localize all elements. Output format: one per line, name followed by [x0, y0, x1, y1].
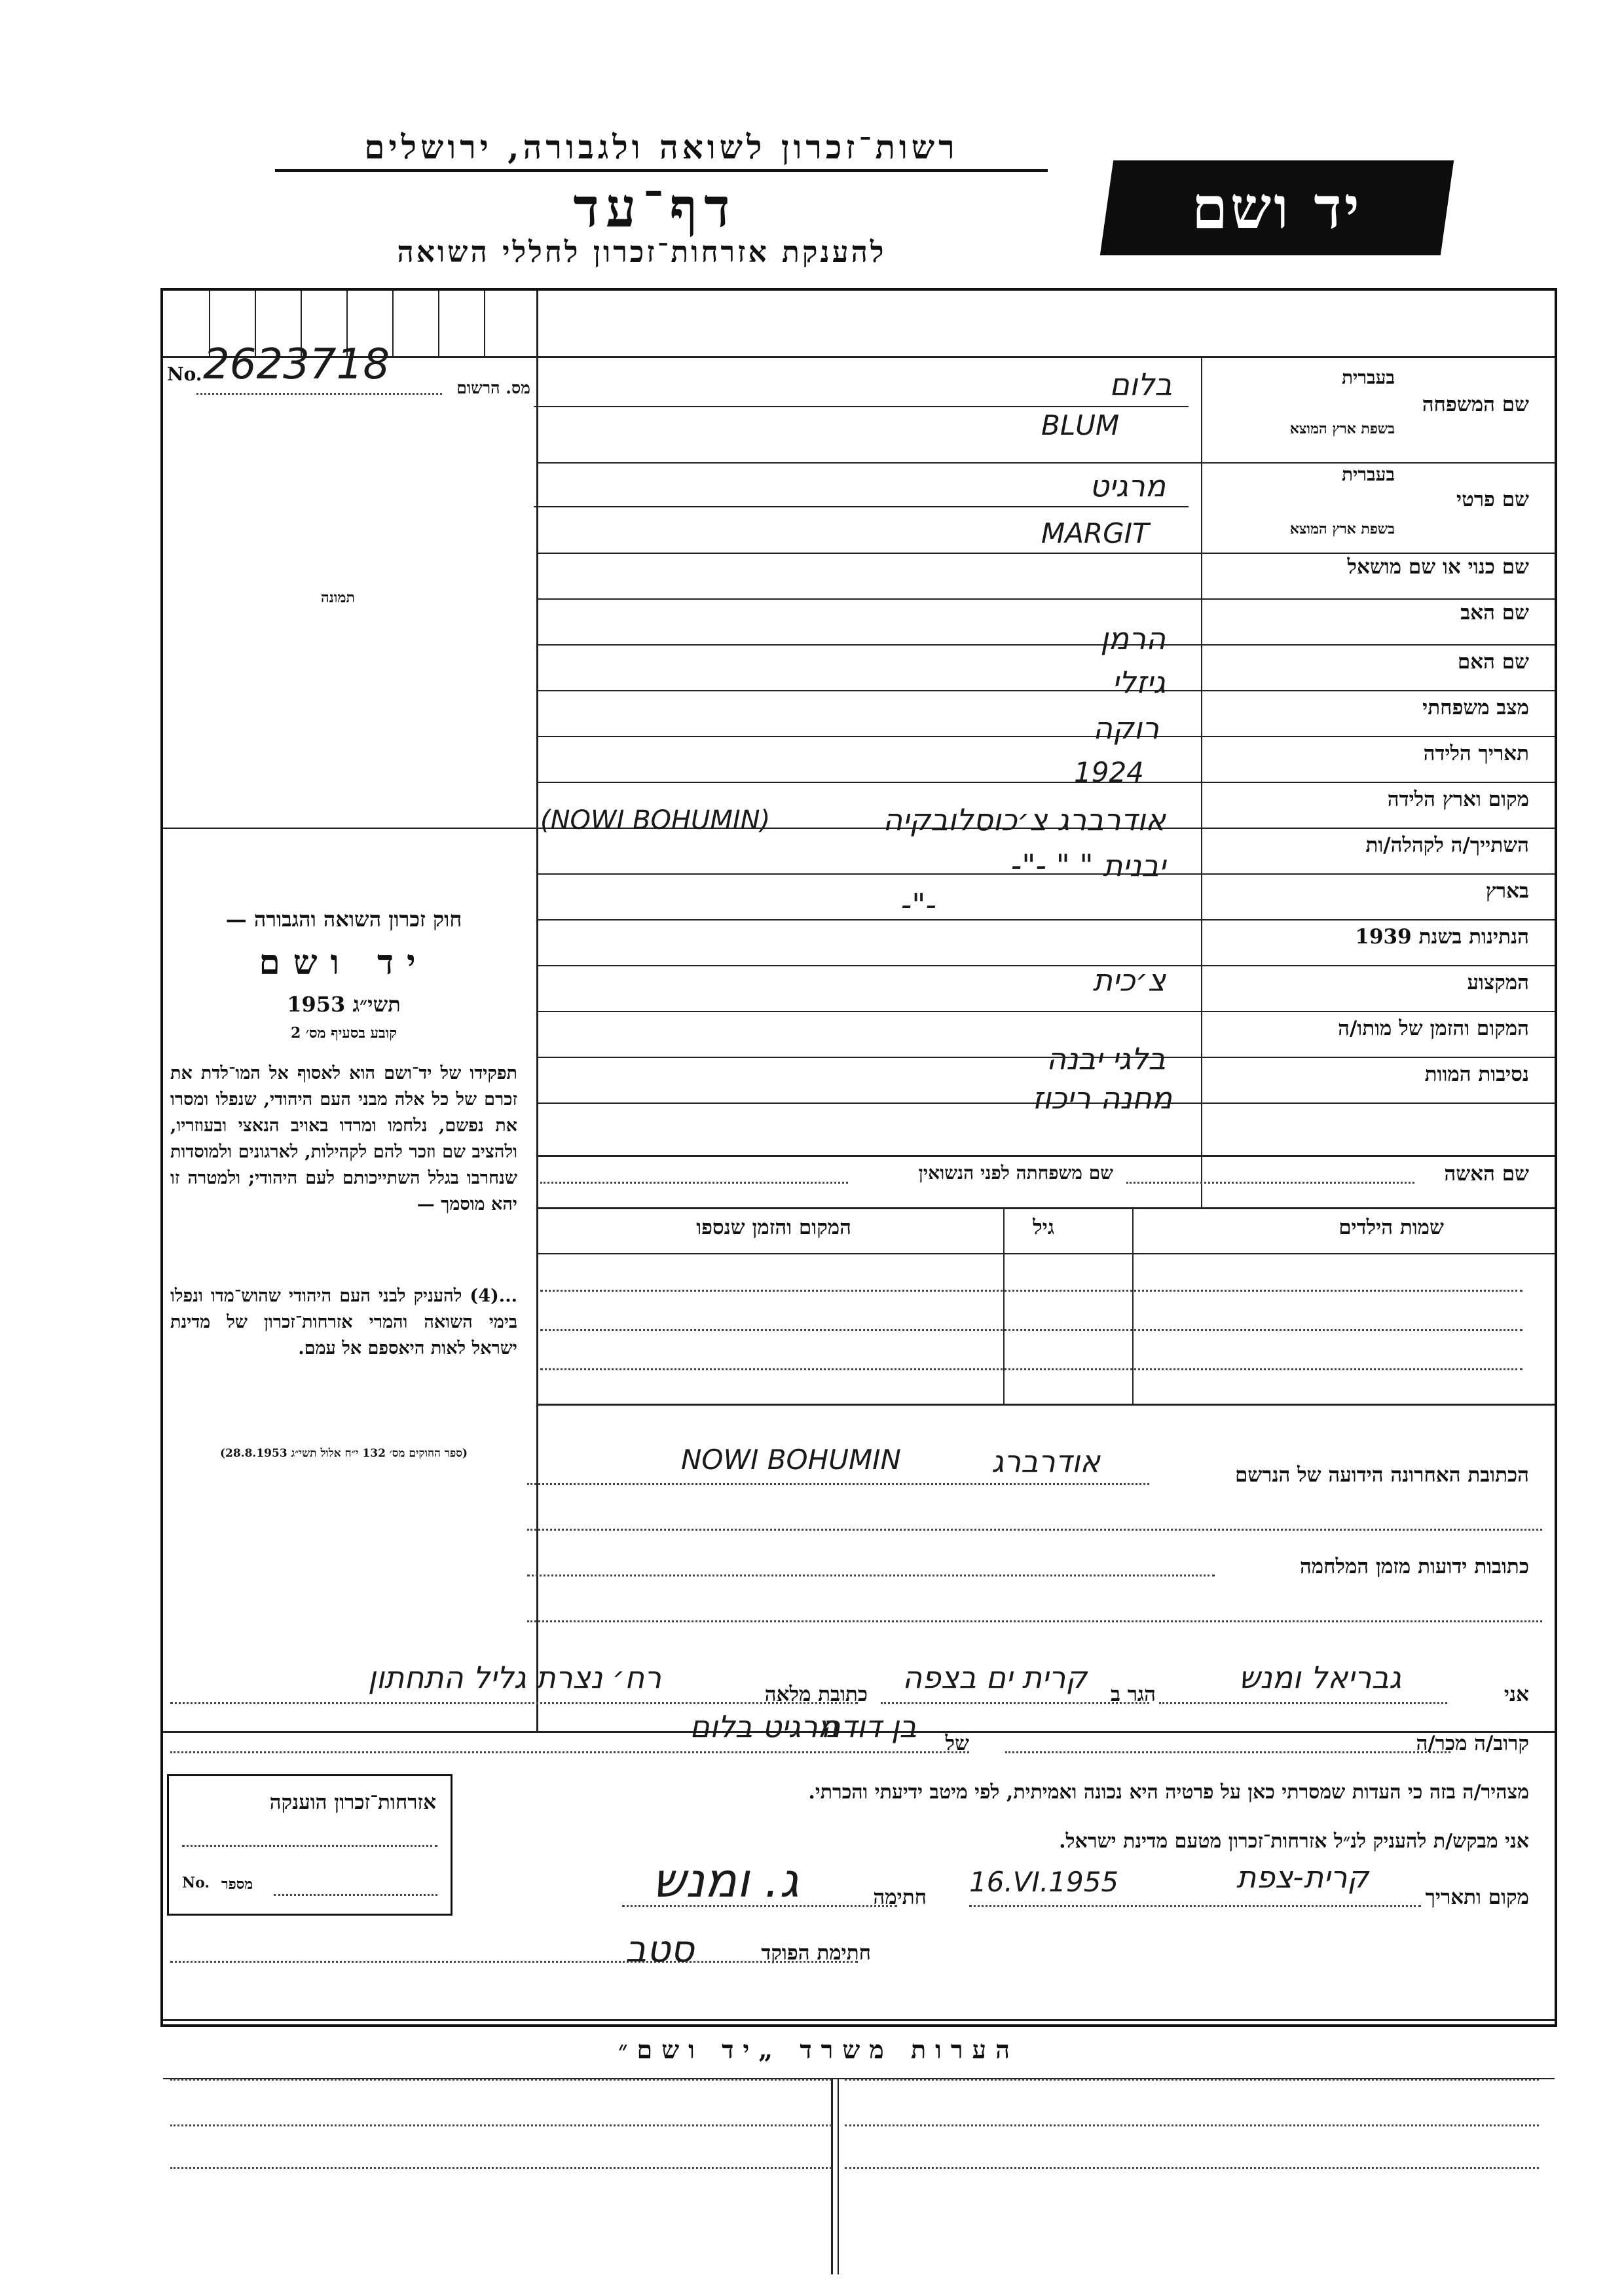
signature-label: חתימה	[873, 1886, 927, 1909]
certificate-number-label: מספר	[221, 1876, 253, 1893]
community-value: יבנית " " -"-	[1010, 848, 1166, 883]
death-place-time-value: בלגי יבנה	[1046, 1041, 1166, 1076]
citizenship-certificate-box	[167, 1774, 452, 1916]
family-name-hebrew-value: בלום	[1109, 367, 1172, 402]
birth-date-value: 1924	[1074, 756, 1144, 788]
office-notes-title: הערות משרד „יד ושם״	[618, 2035, 1019, 2064]
wartime-addresses-label: כתובות ידועות מזמן המלחמה	[1299, 1555, 1529, 1578]
family-name-local-value: BLUM	[1041, 409, 1120, 441]
children-names-header: שמות הילדים	[1338, 1216, 1444, 1239]
logo-text: יד ושם	[1192, 173, 1362, 242]
photo-label: תמונה	[321, 589, 355, 606]
father-name-value: הרמן	[1100, 621, 1166, 656]
certificate-title: אזרחות־זכרון הוענקה	[269, 1791, 436, 1814]
last-address-value: אודרברג	[991, 1444, 1100, 1479]
relation-label: קרוב/ה מכר/ה	[1416, 1732, 1529, 1755]
declarant-name: גבריאל ומנש	[1238, 1660, 1401, 1695]
citizenship-1939-value: צ׳כית	[1092, 962, 1166, 998]
law-section: קובע בסעיף מס׳ 2	[290, 1025, 397, 1042]
certificate-no-label: No.	[182, 1874, 210, 1891]
birth-place-label: מקום וארץ הלידה	[1387, 788, 1529, 811]
wife-maiden-label: שם משפחתה לפני הנשואין	[918, 1162, 1113, 1184]
death-circumstances-label: נסיבות המוות	[1424, 1063, 1529, 1086]
reg-number: 2623718	[203, 340, 390, 389]
of-label: של	[945, 1732, 969, 1755]
death-circumstances-value: מחנה ריכוז	[1032, 1080, 1172, 1116]
given-name-local-value: MARGIT	[1041, 517, 1149, 549]
marital-status-label: מצב משפחתי	[1422, 696, 1529, 720]
declarant-me-label: אני	[1504, 1683, 1529, 1706]
marital-status-value: רוקה	[1092, 710, 1159, 746]
law-text-1: תפקידו של יד־ושם הוא לאסוף אל המו־לדת את זכרם של כל אלה מבני העם היהודי, שנפלו ומסרו את נפשם, נלחמו ומרדו באויב הנאצי ובעוזריו, ולהציב שם וזכר להם לקהילות, לארגונים ולמוסדות שנחרבו בגלל השתייכותם לעם היהודי; ולמטרה זו יהא מוסמך —	[170, 1063, 517, 1214]
relation-value: בן דודה	[821, 1709, 917, 1744]
given-name-local-sub: בשפת ארץ המוצא	[1289, 520, 1395, 538]
declarant-resides-label: הגר ב	[1110, 1683, 1156, 1706]
birth-date-label: תאריך הלידה	[1423, 742, 1529, 765]
wife-name-label: שם האשה	[1444, 1162, 1529, 1186]
signature-value: ג. ומנש	[652, 1853, 799, 1908]
declarant-address-label: כתובת מלאה	[764, 1683, 868, 1706]
given-name-label: שם פרטי	[1456, 488, 1529, 511]
of-value: מרגיט בלום	[690, 1709, 838, 1744]
children-age-header: גיל	[1033, 1216, 1054, 1239]
place-value: קרית-צפת	[1236, 1859, 1369, 1895]
authority-name: רשות־זכרון לשואה ולגבורה, ירושלים	[275, 128, 1048, 172]
law-text-2: ...(4) להעניק לבני העם היהודי שהוש־מדו ונפלו בימי השואה והמרי אזרחות־זכרון של מדינת ישראל לאות היאספם אל עמם.	[170, 1286, 517, 1358]
family-name-local-sub: בשפת ארץ המוצא	[1289, 420, 1395, 437]
request-text: אני מבקש/ת להעניק לנ״ל אזרחות־זכרון מטעם מדינת ישראל.	[1059, 1830, 1529, 1853]
officer-signature-label: חתימת הפוקד	[761, 1941, 871, 1965]
law-footnote: (ספר החוקים מס׳ 132 י״ח אלול תשי״ג 28.8.1953)	[219, 1447, 468, 1460]
law-year: תשי״ג 1953	[287, 992, 401, 1017]
reg-no-label: No.	[167, 363, 202, 385]
country-label: בארץ	[1485, 879, 1529, 903]
citizenship-1939-label: הנתינות בשנת 1939	[1355, 925, 1529, 949]
birth-place-value: אודרברג צ׳כוסלובקיה	[883, 802, 1166, 837]
law-title: חוק זכרון השואה והגבורה —	[225, 907, 462, 932]
officer-signature-value: סטב	[625, 1928, 694, 1971]
yad-vashem-logo	[1100, 160, 1454, 255]
law-name: יד ושם	[259, 943, 429, 983]
country-value: -"-	[900, 887, 936, 922]
birth-place-latin: (NOWI BOHUMIN)	[540, 805, 771, 835]
declarant-resides-value: קרית ים בצפה	[902, 1660, 1087, 1695]
form-subtitle: להענקת אזרחות־זכרון לחללי השואה	[397, 236, 887, 269]
children-death-header: המקום והזמן שנספו	[696, 1216, 851, 1239]
given-name-hebrew-sub: בעברית	[1341, 464, 1395, 485]
reg-no-hebrew-label: מס. הרשום	[456, 378, 530, 397]
nickname-label: שם כנוי או שם מושאל	[1347, 555, 1529, 579]
family-name-hebrew-sub: בעברית	[1341, 367, 1395, 388]
declaration-text: מצהיר/ה בזה כי העדות שמסרתי כאן על פרטיה היא נכונה ואמיתית, לפי מיטב ידיעתי והכרתי.	[808, 1781, 1529, 1804]
date-value: 16.VI.1955	[969, 1866, 1119, 1898]
last-address-latin: NOWI BOHUMIN	[681, 1444, 901, 1476]
last-address-label: הכתובת האחרונה הידועה של הנרשם	[1234, 1463, 1529, 1487]
family-name-label: שם המשפחה	[1422, 393, 1529, 416]
declarant-address-value: רח׳ נצרת גליל התחתון	[367, 1660, 661, 1695]
place-date-label: מקום ותאריך	[1425, 1886, 1529, 1909]
father-name-label: שם האב	[1460, 601, 1529, 625]
form-title: דף־עד	[573, 177, 737, 240]
mother-name-value: גיזלי	[1112, 665, 1166, 700]
given-name-hebrew-value: מרגיט	[1089, 468, 1166, 503]
mother-name-label: שם האם	[1457, 650, 1529, 674]
profession-label: המקצוע	[1467, 971, 1529, 994]
community-label: השתייך/ה לקהלה/ות	[1365, 833, 1529, 857]
death-place-time-label: המקום והזמן של מותו/ה	[1338, 1017, 1529, 1040]
